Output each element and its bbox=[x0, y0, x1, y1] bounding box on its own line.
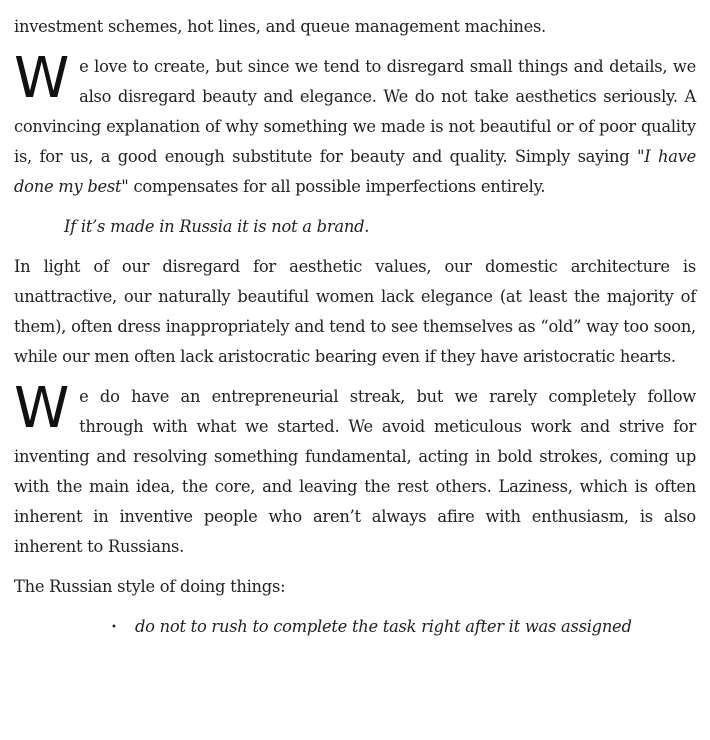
bullet-icon: • bbox=[111, 621, 117, 633]
paragraph-entrepreneurial bbox=[14, 376, 696, 562]
drop-cap: W bbox=[14, 46, 70, 111]
paragraph-aesthetics bbox=[14, 46, 696, 202]
paragraph-entrepreneurial-text: e do have an entrepreneurial streak, but we rarely completely follow through with what we started. We avoid meticulous work and strive for inventing and resolving something fundamental, acting in bold strokes, coming up with the main idea, the core, and leaving the rest others. Laziness, which is often inherent in inventive people who aren’t always afire with enthusiasm, is also inherent to Russians. bbox=[14, 387, 696, 556]
drop-cap: W bbox=[14, 376, 70, 441]
list-item-text: do not to rush to complete the task right after it was assigned bbox=[135, 617, 632, 636]
paragraph-aesthetics-text: e love to create, but since we tend to disregard small things and details, we also disregard beauty and elegance. We do not take aesthetics seriously. A convincing explanation of why something we made is not beautiful or of poor quality is, for us, a good enough substitute for beauty and quality. Simply saying " bbox=[14, 57, 696, 166]
paragraph-aesthetics-tail: " compensates for all possible imperfections entirely. bbox=[121, 177, 546, 196]
paragraph-architecture: In light of our disregard for aesthetic values, our domestic architecture is unattractive, our naturally beautiful women lack elegance (at least the majority of them), often dress inappropriately and tend to see themselves as “old” way too soon, while our men often lack aristocratic bearing even if they have aristocratic hearts. bbox=[14, 257, 696, 366]
paragraph-aesthetics-emphasis: I have done my best bbox=[14, 147, 696, 196]
list-item bbox=[111, 612, 696, 643]
bullet-list bbox=[14, 612, 696, 643]
paragraph-russian-style: The Russian style of doing things: bbox=[14, 577, 286, 596]
brand-quote: If it’s made in Russia it is not a brand. bbox=[64, 217, 370, 236]
intro-line: investment schemes, hot lines, and queue management machines. bbox=[14, 17, 546, 36]
